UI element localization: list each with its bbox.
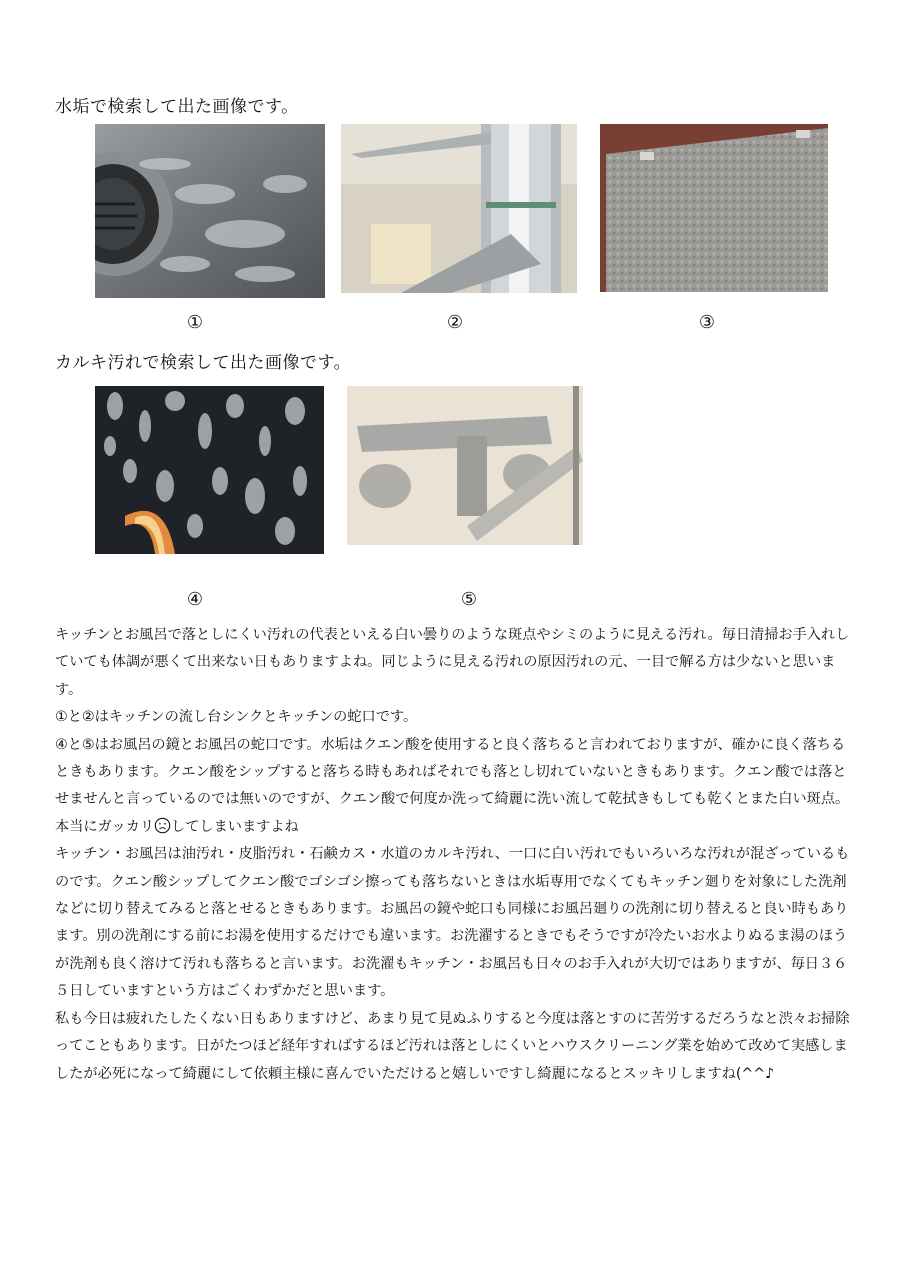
bath-mirror-photo [95, 386, 324, 554]
image-label-1: ① [186, 312, 204, 333]
image-label-3: ③ [698, 312, 716, 333]
glass-panel-photo [600, 124, 828, 292]
paragraph-bath [55, 732, 855, 842]
paragraph-bath-tail: してしまいますよね [171, 818, 299, 835]
paragraph-closing: 私も今日は疲れたしたくない日もありますけど、あまり見て見ぬふりすると今度は落とすのに苦労するだろうなと渋々お掃除ってこともあります。日がたつほど経年すればするほど汚れは落としにくいとハウスクリーニング業を始めて改めて実感しましたが必死になって綺麗にして依頼主様に喜んでいただけると嬉しいですし綺麗になるとスッキリしますね(^^♪ [55, 1010, 850, 1082]
heading-karuki: カルキ汚れで検索して出た画像です。 [55, 353, 352, 373]
kitchen-faucet-photo [341, 124, 577, 293]
bath-faucet-photo [347, 386, 583, 545]
paragraph-kitchen: ①と②はキッチンの流し台シンクとキッチンの蛇口です。 [55, 709, 418, 726]
article-body [55, 622, 855, 1088]
heading-mizuaka: 水垢で検索して出た画像です。 [55, 97, 299, 117]
paragraph-detergent: キッチン・お風呂は油汚れ・皮脂汚れ・石鹸カス・水道のカルキ汚れ、一口に白い汚れでもいろいろな汚れが混ざっているものです。クエン酸シップしてクエン酸でゴシゴシ擦っても落ちないときは水垢専用でなくてもキッチン廻りを対象にした洗剤などに切り替えてみると落とせるときもあります。お風呂の鏡や蛇口も同様にお風呂廻りの洗剤に切り替えると良い時もあります。別の洗剤にする前にお湯を使用するだけでも違います。お洗濯するときでもそうですが冷たいお水よりぬるま湯のほうが洗剤も良く溶けて汚れも落ちると言います。お洗濯もキッチン・お風呂も日々のお手入れが大切ではありますが、毎日３６５日していますという方はごくわずかだと思います。 [55, 846, 850, 1000]
sad-face-icon [154, 817, 171, 834]
paragraph-bath-text: ④と⑤はお風呂の鏡とお風呂の蛇口です。水垢はクエン酸を使用すると良く落ちると言われておりますが、確かに良く落ちるときもあります。クエン酸をシップすると落ちる時もあればそれでも落とし切れていないときもあります。クエン酸では落とせませんと言っているのでは無いのですが、クエン酸で何度か洗って綺麗に洗い流して乾拭きもしても乾くとまた白い斑点。本当にガッカリ [55, 736, 850, 835]
image-label-5: ⑤ [460, 589, 478, 610]
paragraph-intro: キッチンとお風呂で落としにくい汚れの代表といえる白い曇りのような斑点やシミのように見える汚れ。毎日清掃お手入れしていても体調が悪くて出来ない日もありますよね。同じように見える汚れの原因汚れの元、一目で解る方は少ないと思います。 [55, 627, 850, 698]
sink-drain-photo [95, 124, 325, 298]
image-label-4: ④ [186, 589, 204, 610]
image-label-2: ② [446, 312, 464, 333]
